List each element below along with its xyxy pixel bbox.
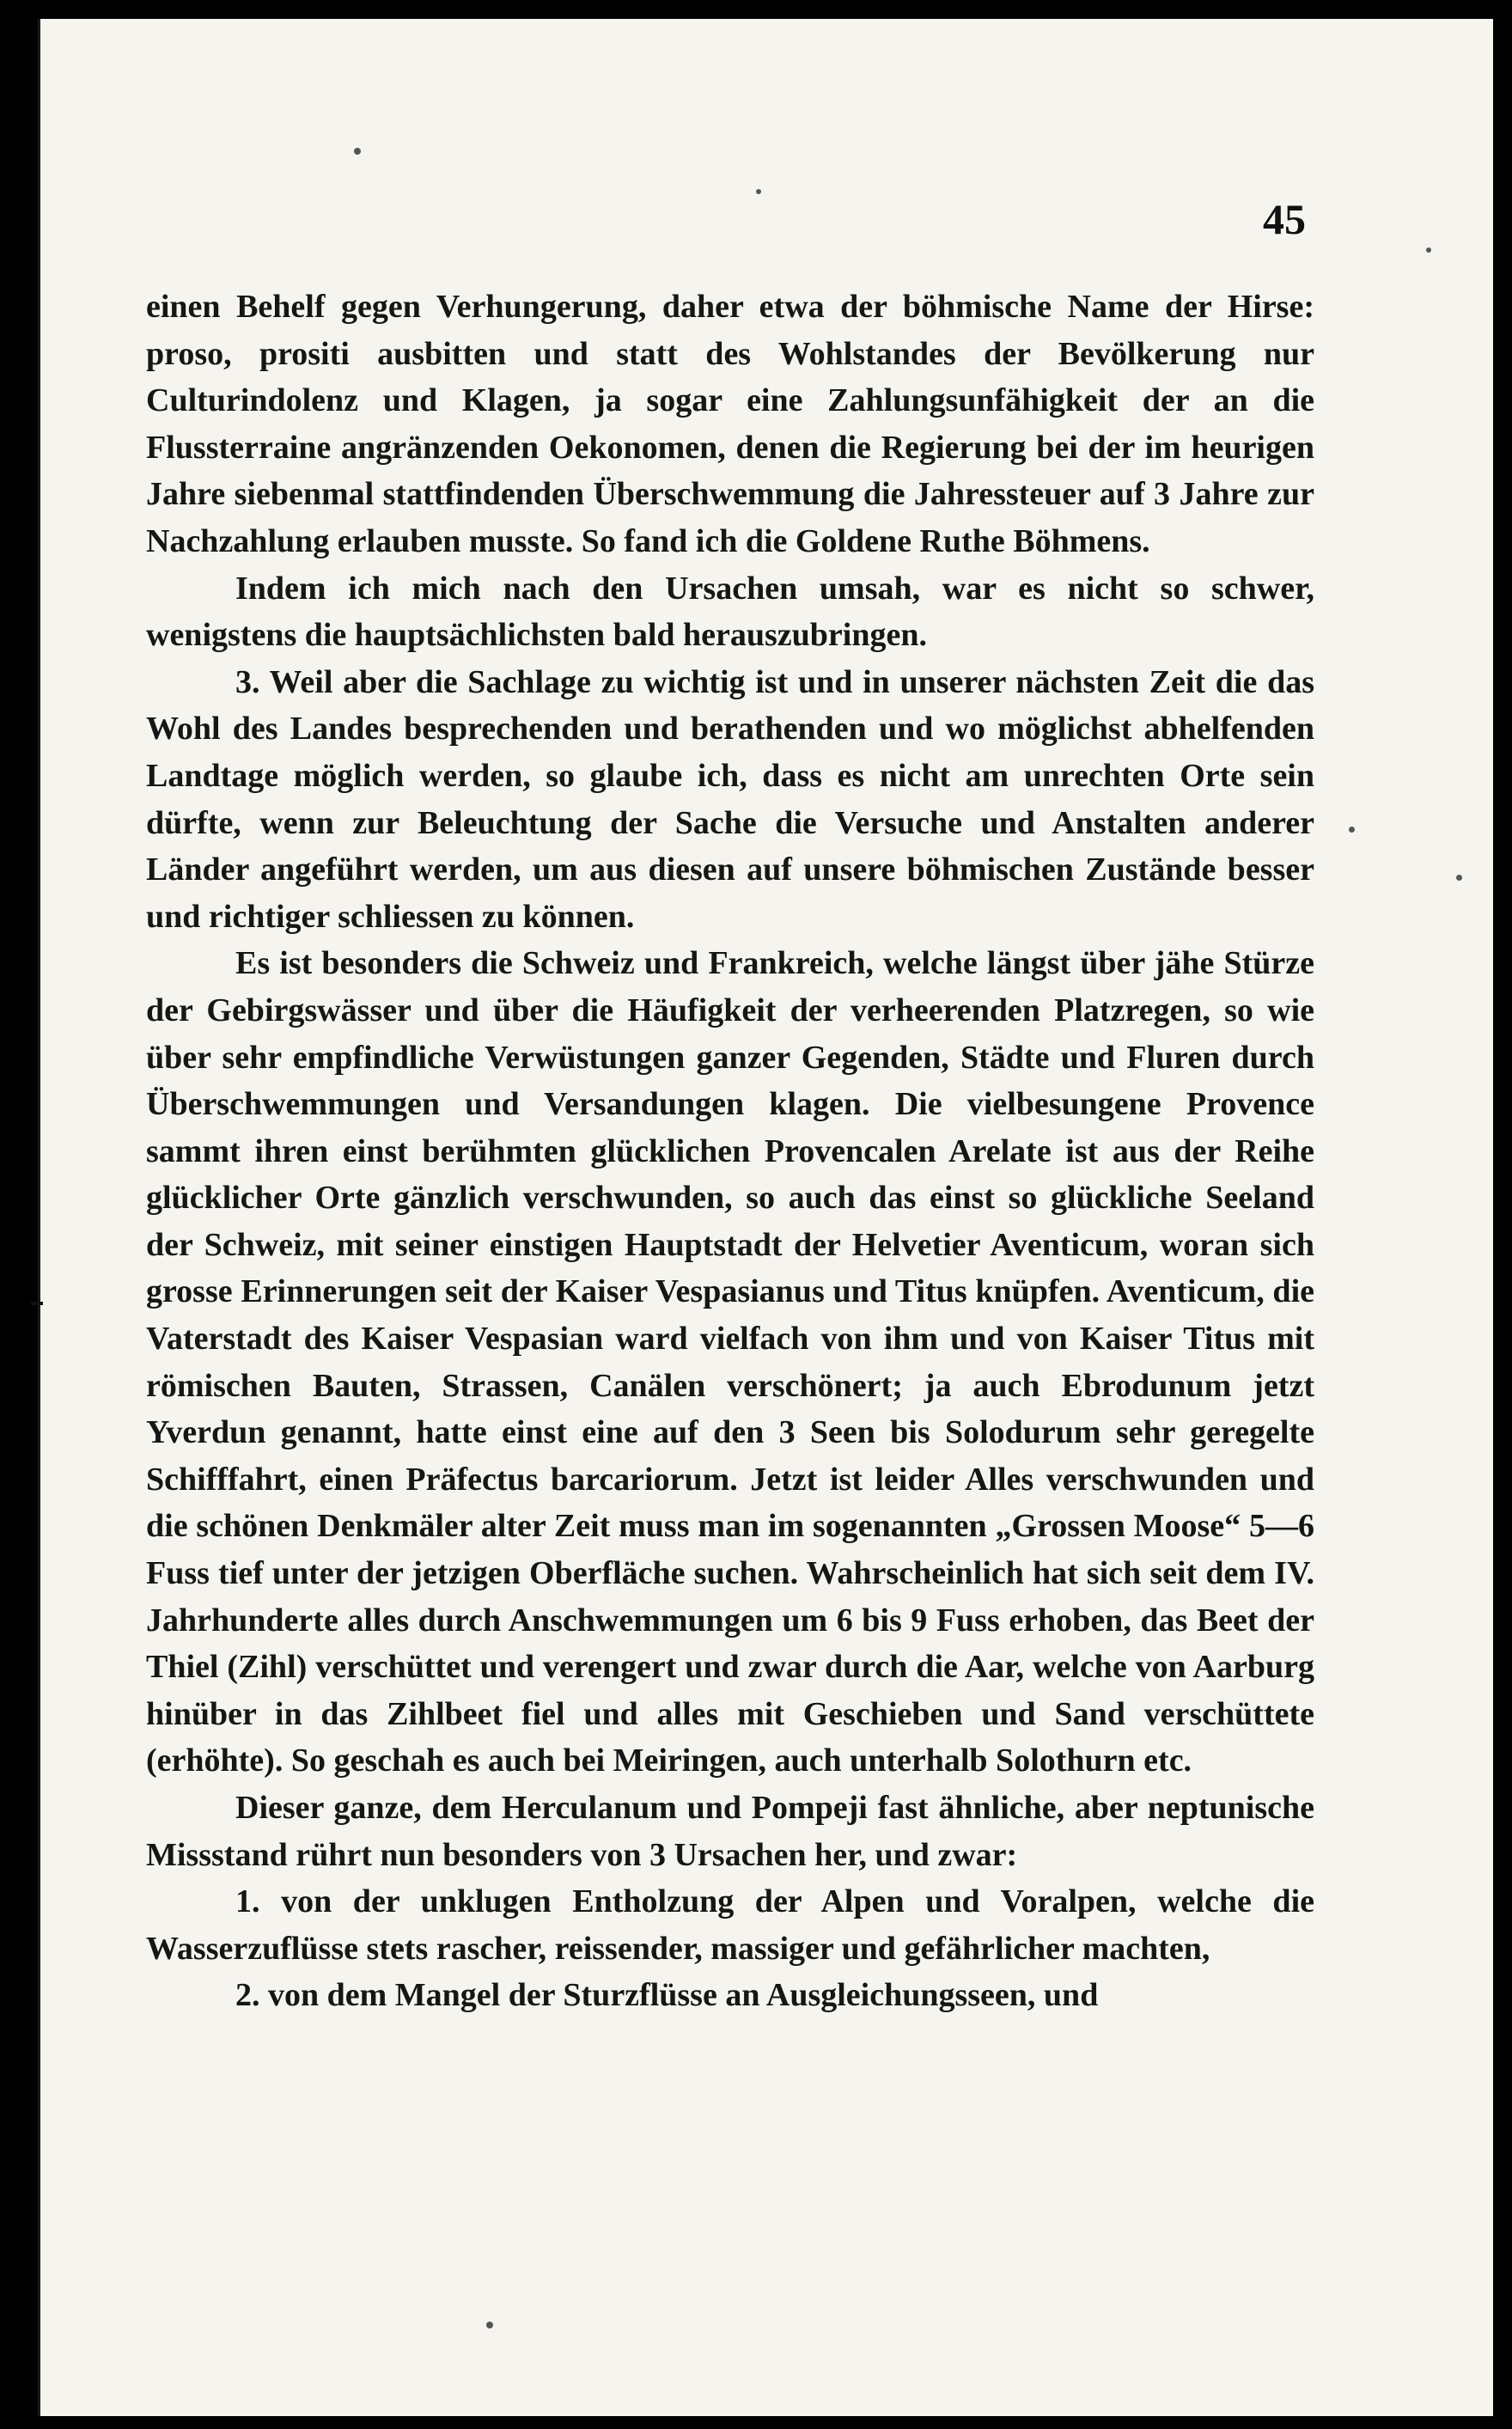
page-number: 45 — [1263, 195, 1306, 243]
paragraph: Dieser ganze, dem Herculanum und Pompeji fast ähnliche, aber neptunische Missstand rührt nun besonders von 3 Ursachen her, und zwar: — [146, 1790, 1314, 1873]
binding-mark — [31, 1302, 43, 1305]
dust-speck — [354, 148, 361, 155]
paragraph: Es ist besonders die Schweiz und Frankreich, welche längst über jähe Stürze der Gebirgswässer und über die Häufigkeit der verheerenden Platzregen, so wie über sehr empfindliche Verwüstungen ganzer Gegenden, Städte und Fluren durch Überschwemmungen und Versandungen klagen. Die vielbesungene Provence sammt ihren einst berühmten glücklichen Provencalen Arelate ist aus der Reihe glücklicher Orte gänzlich verschwunden, so auch das einst so glückliche Seeland der Schweiz, mit seiner einstigen Hauptstadt der Helvetier Aventicum, woran sich grosse Erinnerungen seit der Kaiser Vespasianus und Titus knüpfen. Aventicum, die Vaterstadt des Kaiser Vespasian ward vielfach von ihm und von Kaiser Titus mit römischen Bauten, Strassen, Canälen verschönert; ja auch Ebrodunum jetzt Yverdun genannt, hatte einst eine auf den 3 Seen bis Solodurum sehr geregelte Schifffahrt, einen Präfectus barcariorum. Jetzt ist leider Alles verschwunden und die schönen Denkmäler alter Zeit muss man im sogenannten „Grossen Moose“ 5—6 Fuss tief unter der jetzigen Oberfläche suchen. Wahrscheinlich hat sich seit dem IV. Jahrhunderte alles durch Anschwemmungen um 6 bis 9 Fuss erhoben, das Beet der Thiel (Zihl) verschüttet und verengert und zwar durch die Aar, welche von Aarburg hinüber in das Zihlbeet fiel und alles mit Geschieben und Sand verschüttete (erhöhte). So geschah es auch bei Meiringen, auch unterhalb Solothurn etc. — [146, 945, 1314, 1779]
dust-speck — [756, 189, 761, 194]
list-item: 2. von dem Mangel der Sturzflüsse an Ausgleichungsseen, und — [235, 1977, 1099, 2014]
dust-speck — [486, 2322, 493, 2328]
dust-speck — [1349, 827, 1355, 833]
paragraph: Indem ich mich nach den Ursachen umsah, war es nicht so schwer, wenigstens die hauptsächlichsten bald herauszubringen. — [146, 570, 1314, 654]
dust-speck — [1456, 875, 1462, 881]
paragraph: 3. Weil aber die Sachlage zu wichtig ist und in unserer nächsten Zeit die das Wohl des Landes besprechenden und berathenden und wo möglichst abhelfenden Landtage möglich werden, so glaube ich, dass es nicht am unrechten Orte sein dürfte, wenn zur Beleuchtung der Sache die Versuche und Anstalten anderer Länder angeführt werden, um aus diesen auf unsere böhmischen Zustände besser und richtiger schliessen zu können. — [146, 663, 1314, 935]
list-item: 1. von der unklugen Entholzung der Alpen und Voralpen, welche die Wasserzuflüsse stets rascher, reissender, massiger und gefährlicher machten, — [146, 1883, 1314, 1967]
dust-speck — [1426, 247, 1431, 253]
body-text — [146, 284, 1314, 2019]
paragraph: einen Behelf gegen Verhungerung, daher etwa der böhmische Name der Hirse: proso, prositi ausbitten und statt des Wohlstandes der Bevölkerung nur Culturindolenz und Klagen, ja sogar eine Zahlungsunfähigkeit der an die Flussterraine angränzenden Oekonomen, denen die Regierung bei der im heurigen Jahre siebenmal stattfindenden Überschwemmung die Jahressteuer auf 3 Jahre zur Nachzahlung erlauben musste. So fand ich die Goldene Ruthe Böhmens. — [146, 289, 1314, 559]
